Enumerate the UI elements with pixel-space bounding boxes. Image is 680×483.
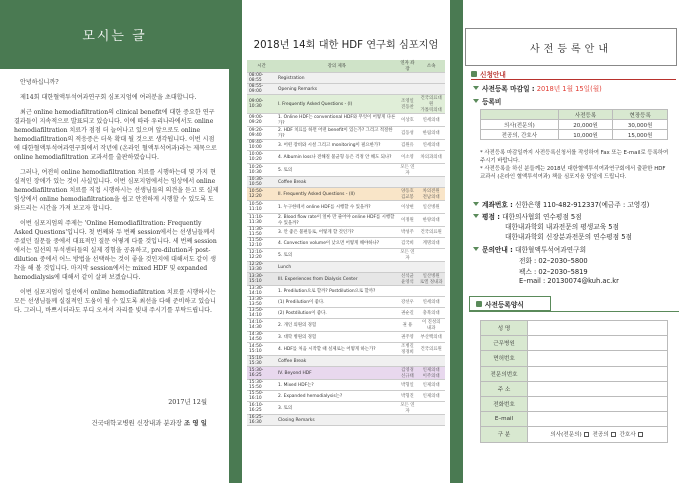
greeting-header bbox=[0, 0, 229, 69]
session-title: 2. HDF 치료를 하면 어떤 benefit이 있는가? 그리고 적절한가? bbox=[276, 127, 398, 140]
session-title: Coffee Break bbox=[276, 177, 398, 188]
col-title: 강의 제목 bbox=[276, 60, 398, 73]
session-title: Coffee Break bbox=[276, 356, 398, 367]
divider bbox=[469, 311, 679, 312]
program-row bbox=[247, 214, 445, 227]
session-title: 2. 개인 의원의 경험 bbox=[276, 319, 398, 332]
program-table bbox=[247, 60, 445, 426]
program-row bbox=[247, 356, 445, 367]
session-org: 차의전원 전남의대 bbox=[417, 188, 445, 201]
greeting-paragraph: 이번 심포지엄이 일선에서 online hemodiafiltration 치료를 시행하시는 모든 선생님들께 실질적인 도움이 될 수 있도록 최선을 다해 준비하고 있습니다. 그러니, 바쁘시더라도 부디 오셔서 자리를 빛내 주시기를 부탁드립니다. bbox=[14, 289, 216, 314]
session-speaker: 김동성 bbox=[398, 127, 418, 140]
doctor-checkbox[interactable] bbox=[584, 432, 589, 437]
program-row bbox=[247, 151, 445, 164]
session-speaker bbox=[398, 356, 418, 367]
triangle-bullet-icon bbox=[473, 86, 479, 90]
session-title: 3. 어떤 장비와 시설 그리고 monitoring이 필요한가? bbox=[276, 140, 398, 151]
program-row bbox=[247, 380, 445, 391]
fee-cell: 전공의, 간호사 bbox=[481, 130, 559, 140]
triangle-bullet-icon bbox=[473, 99, 479, 103]
program-row bbox=[247, 164, 445, 177]
session-time: 13:50-14:10 bbox=[247, 308, 276, 319]
session-org bbox=[417, 249, 445, 262]
account-label: 계좌번호 : bbox=[482, 201, 513, 209]
session-title: 1. Online HDF는 conventional HDF와 무엇이 어떻게 다른가? bbox=[276, 114, 398, 127]
session-time: 12:10-12:20 bbox=[247, 249, 276, 262]
program-row bbox=[247, 188, 445, 201]
session-time: 09:00-09:20 bbox=[247, 114, 276, 127]
fee-header-pre: 사전등록 bbox=[558, 110, 613, 120]
category-options bbox=[528, 427, 668, 442]
greeting-date: 2017년 12월 bbox=[168, 398, 207, 406]
credit-row bbox=[473, 211, 582, 221]
field-label-phone: 전화번호 bbox=[481, 396, 528, 411]
col-org: 소속 bbox=[417, 60, 445, 73]
phone-input[interactable] bbox=[528, 396, 668, 411]
session-time: 15:10-15:30 bbox=[247, 356, 276, 367]
program-row bbox=[247, 332, 445, 343]
session-time: 10:30-10:50 bbox=[247, 177, 276, 188]
session-time: 11:30-11:50 bbox=[247, 227, 276, 238]
greeting-paragraph: 최근 online hemodiafiltration의 clinical benefit에 대한 증요한 연구 결과들이 지속적으로 발표되고 있습니다. 이에 따라 우리나라에서도 online hemodiafiltration 치료가 점점 더 늘어나고 있으며 앞으로도 online hemodiafiltration의 적응증은 더욱 확대 될 것으로 생각됩니다. 이번 시점에 대한혈액투석여과연구회에서 작년에 (온라인 혈액투석여과)라는 제목으로 online hemodiafiltration 교과서를 출판하였습니다. bbox=[14, 109, 217, 161]
session-title: 3. 안 좋은 불편동로, 어떻게 할 것인가? bbox=[276, 227, 398, 238]
session-speaker: 이정원 bbox=[398, 214, 418, 227]
session-title: 1. Predilution으로 할까? Postdilution으로 할까? bbox=[276, 286, 398, 297]
session-speaker bbox=[398, 73, 418, 84]
contact-row bbox=[473, 244, 586, 254]
email-input[interactable] bbox=[528, 412, 668, 427]
session-time: 10:50-12:20 bbox=[247, 188, 276, 201]
session-title: I. Frequently Asked Questions - (I) bbox=[276, 95, 398, 114]
field-label-name: 성 명 bbox=[481, 321, 528, 336]
session-time: 16:10-16:25 bbox=[247, 402, 276, 415]
session-time: 08:00-08:55 bbox=[247, 73, 276, 84]
program-row bbox=[247, 201, 445, 214]
program-row bbox=[247, 286, 445, 297]
greeting-body bbox=[14, 78, 219, 321]
fee-label-row bbox=[473, 96, 501, 106]
session-speaker bbox=[398, 286, 418, 297]
registration-title: 사전등록안내 bbox=[530, 43, 612, 55]
session-org bbox=[417, 402, 445, 415]
session-org bbox=[417, 415, 445, 426]
session-title: Closing Remarks bbox=[276, 415, 398, 426]
program-row bbox=[247, 308, 445, 319]
deadline-label: 사전등록 마감일 : bbox=[482, 85, 535, 93]
field-label-specialist: 전문의번호 bbox=[481, 366, 528, 381]
session-org: 계명의대 bbox=[417, 238, 445, 249]
note: * 사전등록 마감일까지 사전등록신청서를 작성하여 Fax 또는 E-mail로 등록하여 주시기 바랍니다. bbox=[480, 150, 669, 164]
fee-cell: 15,000원 bbox=[613, 130, 668, 140]
session-speaker: 김원유 bbox=[398, 140, 418, 151]
contact-fax: 팩스 : 02–2030–5819 bbox=[519, 268, 588, 276]
contact-phone: 전화 : 02–2030–5800 bbox=[519, 257, 588, 265]
credit-label: 평점 : bbox=[482, 213, 500, 221]
session-title: 4. HDF를 처음 시작할 때 실제로는 어떻게 하는가? bbox=[276, 343, 398, 356]
session-time: 13:30-14:10 bbox=[247, 286, 276, 297]
note: * 사전등록을 하신 분들께는 2018년 대한혈액투석여과연구회에서 출판한 HDF 교과서 (온라인 혈액투석여과) 책을 심포지움 당일에 드립니다. bbox=[480, 166, 666, 180]
contact-org: 대한혈액투석여과연구회 bbox=[514, 246, 587, 254]
bullet-icon bbox=[471, 71, 477, 77]
session-speaker: 권주영 bbox=[398, 332, 418, 343]
session-org: 인제의대 bbox=[417, 380, 445, 391]
field-label-address: 주 소 bbox=[481, 381, 528, 396]
greeting-paragraph: 그러나, 여전히 online hemodiafiltration 치료를 시행하는데 몇 가지 현실적인 장애가 있는 것이 사실입니다. 이번 심포지엄에서는 임상에서 online hemodiafiltration 치료를 직접 시행하시는 선생님들의 의견을 듣고 또 실제 임상에서 online hemodiafiltration을 쉽고 안전하게 시행할 수 있도록 도와드리는 시간을 가져 보고자 합니다. bbox=[14, 169, 219, 212]
specialist-input[interactable] bbox=[528, 366, 668, 381]
greeting-paragraph: 이번 심포지엄의 주제는 'Online Hemodiafiltration: Frequently Asked Questions'입니다. 첫 번째와 두 번째 session에서는 선생님들께서 주셨던 질문들 중에서 대표적인 질문 어떻게 다룰 것입니다. 세 번째 session에서는 일선의 투석센터들의 실제 경험을 공유하고, pre-dilution과 post-dilution 중에서 어느 방법을 선택하는 것이 좋을 것인지에 대해서도 같이 생각을 해 볼 것입니다. 마지막 session에서는 mixed HDF 및 expanded hemodialysis에 대해서 같이 살펴 보겠습니다. bbox=[14, 220, 217, 281]
fold-gutter bbox=[229, 0, 242, 483]
session-speaker: 조영일 진동찬 bbox=[398, 95, 418, 114]
session-org: 인제의대 bbox=[417, 391, 445, 402]
session-title: (1) Predilution이 좋다. bbox=[276, 297, 398, 308]
session-org: 건국의료원 bbox=[417, 227, 445, 238]
session-speaker: 모든 연자 bbox=[398, 402, 418, 415]
session-title: 3. 대학 병원의 경험 bbox=[276, 332, 398, 343]
program-row bbox=[247, 177, 445, 188]
signature-prefix: 건국대학교병원 신장내과 분과장 bbox=[91, 419, 182, 427]
fee-cell: 10,000원 bbox=[558, 130, 613, 140]
session-time: 16:25-16:30 bbox=[247, 415, 276, 426]
greeting-paragraph: 안녕하십니까? bbox=[20, 79, 59, 86]
fee-label: 등록비 bbox=[482, 98, 502, 106]
session-title: Registration bbox=[276, 73, 398, 84]
program-row bbox=[247, 140, 445, 151]
session-org bbox=[417, 262, 445, 273]
credit-item: 대한의사협회 연수평점 5점 bbox=[502, 213, 582, 221]
signature-name: 조 영 일 bbox=[184, 419, 207, 427]
session-time: 08:55-09:00 bbox=[247, 84, 276, 95]
program-row bbox=[247, 297, 445, 308]
option-resident-label: 전공의 bbox=[592, 432, 609, 439]
triangle-bullet-icon bbox=[473, 214, 479, 218]
session-speaker: 김국희 bbox=[398, 238, 418, 249]
session-time: 15:50-16:10 bbox=[247, 391, 276, 402]
col-time: 시간 bbox=[247, 60, 276, 73]
program-row bbox=[247, 319, 445, 332]
session-speaker: 박형진 bbox=[398, 391, 418, 402]
session-speaker: 이상현 bbox=[398, 201, 418, 214]
session-speaker bbox=[398, 415, 418, 426]
option-nurse-label: 간호사 bbox=[619, 432, 636, 439]
session-org: 일산병원 bbox=[417, 201, 445, 214]
program-row bbox=[247, 95, 445, 114]
session-time: 11:50-12:10 bbox=[247, 238, 276, 249]
guide-label: 신청안내 bbox=[480, 71, 506, 79]
fee-header-onsite: 현장등록 bbox=[613, 110, 668, 120]
session-time: 13:30-15:10 bbox=[247, 273, 276, 286]
guide-label-row bbox=[471, 69, 506, 79]
registration-form bbox=[480, 320, 668, 443]
session-org bbox=[417, 356, 445, 367]
address-input[interactable] bbox=[528, 381, 668, 396]
field-label-license: 면허번호 bbox=[481, 351, 528, 366]
program-row bbox=[247, 127, 445, 140]
session-title: 1. 누구한테서 online HDF를 시행할 수 있을까? bbox=[276, 201, 398, 214]
deadline-value: 2018년 1월 15일(월) bbox=[536, 85, 602, 93]
program-row bbox=[247, 343, 445, 356]
session-org: 건국의료원 bbox=[417, 343, 445, 356]
session-speaker: 이소영 bbox=[398, 151, 418, 164]
program-row bbox=[247, 273, 445, 286]
session-title: 2. Blood flow rate이 얼마 만 줄어야 online HDF를 시행할 수 있을까? bbox=[276, 214, 398, 227]
session-speaker: 박형일 bbox=[398, 380, 418, 391]
session-org: 연세의대 bbox=[417, 297, 445, 308]
name-input[interactable] bbox=[528, 321, 668, 336]
field-label-email: E–mail bbox=[481, 412, 528, 427]
session-org bbox=[417, 73, 445, 84]
program-row bbox=[247, 262, 445, 273]
session-time: 14:50-15:10 bbox=[247, 343, 276, 356]
session-speaker: 모든 연자 bbox=[398, 249, 418, 262]
session-time: 14:30-14:50 bbox=[247, 332, 276, 343]
session-time: 12:20-13:30 bbox=[247, 262, 276, 273]
session-org: 연세의대 bbox=[417, 140, 445, 151]
session-speaker: 강선우 bbox=[398, 297, 418, 308]
session-speaker: 김영경 신규태 bbox=[398, 367, 418, 380]
program-title: 2018년 14회 대한 HDF 연구회 심포지엄 bbox=[253, 40, 439, 51]
account-row bbox=[473, 199, 649, 209]
greeting-paragraph: 제14회 대한혈액투석여과연구회 심포지엄에 여러분을 초대합니다. bbox=[20, 94, 197, 101]
registration-panel bbox=[463, 0, 680, 483]
credit-item: 대한내과학회 신장분과전문의 연수평점 5점 bbox=[505, 233, 632, 241]
session-time: 09:20-09:40 bbox=[247, 127, 276, 140]
session-title: 5. 토의 bbox=[276, 164, 398, 177]
session-org: 연세의대 bbox=[417, 114, 445, 127]
session-time: 10:50-11:10 bbox=[247, 201, 276, 214]
program-row bbox=[247, 415, 445, 426]
program-panel bbox=[242, 0, 450, 483]
deadline-row bbox=[473, 83, 602, 93]
session-org: 일산병원 로엘 정내과 bbox=[417, 273, 445, 286]
session-title: Lunch bbox=[276, 262, 398, 273]
contact-label: 문의안내 : bbox=[482, 246, 513, 254]
divider bbox=[471, 79, 676, 80]
session-org bbox=[417, 164, 445, 177]
session-speaker: 신석균 윤영석 bbox=[398, 273, 418, 286]
fee-header-blank bbox=[481, 110, 559, 120]
program-row bbox=[247, 238, 445, 249]
registration-header bbox=[465, 28, 677, 66]
account-value: 신한은행 110-482-912337(예금주 : 고영경) bbox=[514, 201, 650, 209]
session-speaker bbox=[398, 84, 418, 95]
session-speaker: 이상호 bbox=[398, 114, 418, 127]
form-label: 사전등록양식 bbox=[485, 300, 524, 309]
session-title: III. Experiences from Dialysis Center bbox=[276, 273, 398, 286]
session-time: 14:10-14:30 bbox=[247, 319, 276, 332]
credit-item: 대한내과학회 내과전문의 평생교육 5점 bbox=[505, 223, 619, 231]
session-title: 1. Mixed HDF는? bbox=[276, 380, 398, 391]
license-input[interactable] bbox=[528, 351, 668, 366]
field-label-category: 구 분 bbox=[481, 427, 528, 442]
session-title: 4. Albumin loss나 전해질 불균형 등은 걱정 안 해도 되나? bbox=[276, 151, 398, 164]
fee-table bbox=[480, 109, 668, 140]
session-title: IV. Beyond HDF bbox=[276, 367, 398, 380]
program-row bbox=[247, 367, 445, 380]
session-title: (2) Postdilution이 좋다. bbox=[276, 308, 398, 319]
session-org: 부산백의대 bbox=[417, 332, 445, 343]
field-label-hospital: 근무병원 bbox=[481, 336, 528, 351]
program-row bbox=[247, 73, 445, 84]
session-speaker: 권 용 bbox=[398, 319, 418, 332]
session-org: 한림의대 bbox=[417, 127, 445, 140]
nurse-checkbox[interactable] bbox=[638, 432, 643, 437]
session-title: 2. Expanded hemodialysis는? bbox=[276, 391, 398, 402]
session-time: 09:00-10:30 bbox=[247, 95, 276, 114]
triangle-bullet-icon bbox=[473, 247, 479, 251]
session-title: 4. Convection volume이 낮으면 어떻게 해야하나? bbox=[276, 238, 398, 249]
session-time: 09:40-10:00 bbox=[247, 140, 276, 151]
session-org bbox=[417, 84, 445, 95]
fee-cell: 30,000원 bbox=[613, 120, 668, 130]
program-row bbox=[247, 84, 445, 95]
program-row bbox=[247, 391, 445, 402]
session-speaker bbox=[398, 177, 418, 188]
session-speaker: 권순길 bbox=[398, 308, 418, 319]
fee-cell: 20,000원 bbox=[558, 120, 613, 130]
program-row bbox=[247, 227, 445, 238]
form-section-tab bbox=[469, 296, 551, 311]
session-org: 인제의대 이주의대 bbox=[417, 367, 445, 380]
greeting-title: 모시는 글 bbox=[82, 29, 147, 44]
session-org: 이 진성의 내과 bbox=[417, 319, 445, 332]
session-org: 한양의대 bbox=[417, 214, 445, 227]
session-speaker: 양동호 김교봉 bbox=[398, 188, 418, 201]
program-row bbox=[247, 402, 445, 415]
session-title: II. Frequently Asked Questions - (II) bbox=[276, 188, 398, 201]
session-title: 3. 토의 bbox=[276, 402, 398, 415]
greeting-signature bbox=[0, 418, 229, 427]
session-time: 15:30-15:50 bbox=[247, 380, 276, 391]
session-time: 15:30-16:25 bbox=[247, 367, 276, 380]
session-speaker bbox=[398, 262, 418, 273]
greeting-panel bbox=[0, 0, 229, 483]
session-speaker: 박성주 bbox=[398, 227, 418, 238]
session-time: 11:10-11:30 bbox=[247, 214, 276, 227]
contact-email[interactable]: E–mail : 20130074@kuh.ac.kr bbox=[519, 277, 619, 285]
session-org bbox=[417, 286, 445, 297]
session-org: 차의과의대 bbox=[417, 151, 445, 164]
program-row bbox=[247, 114, 445, 127]
session-title: 5. 토의 bbox=[276, 249, 398, 262]
col-speaker: 연자 좌장 bbox=[398, 60, 418, 73]
session-time: 13:30-13:50 bbox=[247, 297, 276, 308]
session-speaker: 조병길 정경희 bbox=[398, 343, 418, 356]
fold-gutter bbox=[450, 0, 463, 483]
resident-checkbox[interactable] bbox=[611, 432, 616, 437]
session-speaker: 모든 연자 bbox=[398, 164, 418, 177]
session-org: 충북의대 bbox=[417, 308, 445, 319]
bullet-icon bbox=[476, 301, 482, 307]
option-doctor-label: 의사(전문의) bbox=[550, 432, 582, 439]
program-row bbox=[247, 249, 445, 262]
fee-cell: 의사(전문의) bbox=[481, 120, 559, 130]
session-org bbox=[417, 177, 445, 188]
session-time: 10:00-10:20 bbox=[247, 151, 276, 164]
triangle-bullet-icon bbox=[473, 202, 479, 206]
session-time: 10:20-10:30 bbox=[247, 164, 276, 177]
hospital-input[interactable] bbox=[528, 336, 668, 351]
session-org: 건국의료대원 가톨릭의대 bbox=[417, 95, 445, 114]
session-title: Opening Remarks bbox=[276, 84, 398, 95]
